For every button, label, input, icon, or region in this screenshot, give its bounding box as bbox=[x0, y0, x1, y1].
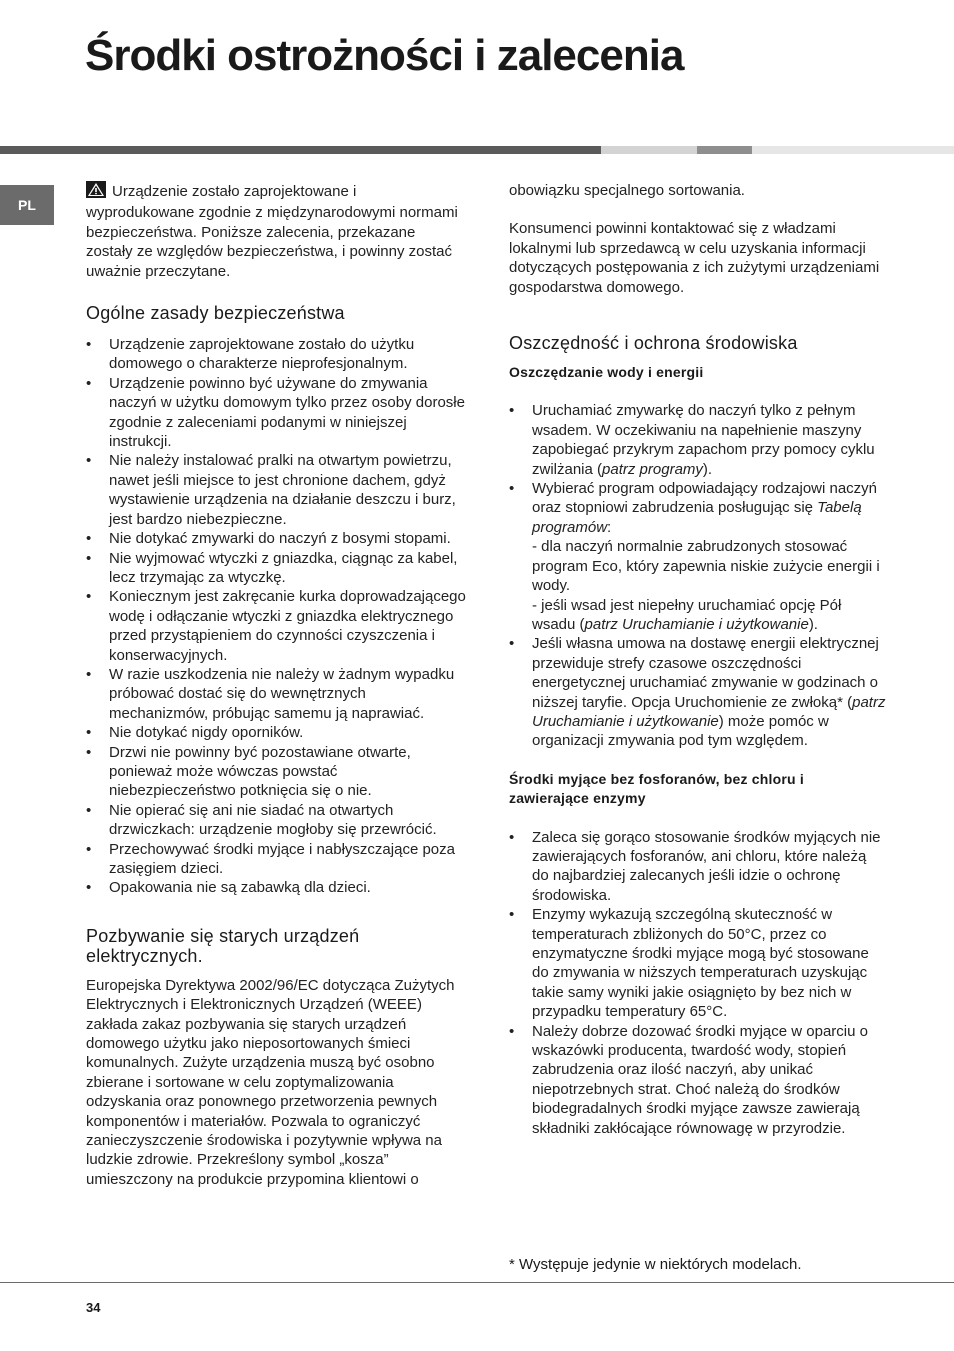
list-item: • Nie dotykać nigdy oporników. bbox=[86, 724, 304, 742]
list-item: • Koniecznym jest zakręcanie kurka doprowadzającego wodę i odłączanie wtyczki z gniazdka elektrycznego przed przystąpieniem do czynności czyszczenia i konserwacyjnych. bbox=[86, 588, 466, 664]
general-safety-heading: Ogólne zasady bezpieczeństwa bbox=[86, 303, 345, 324]
language-tab: PL bbox=[0, 185, 54, 225]
disposal-contact-text: Konsumenci powinni kontaktować się z władzami lokalnymi lub sprzedawcą w celu uzyskania informacji dotyczących postępowania z ich zużytymi urządzeniami gospodarstwa domowego. bbox=[509, 220, 880, 296]
list-item: • W razie uszkodzenia nie należy w żadnym wypadku próbować dostać się do wewnętrznych mechanizmów, próbując samemu ją naprawiać. bbox=[86, 665, 455, 722]
list-item: • Zaleca się gorąco stosowanie środków myjących nie zawierających fosforanów, ani chloru, które należą do najbardziej zalecanych jeśli idzie o ochronę środowiska. bbox=[509, 828, 881, 904]
list-item: • Urządzenie powinno być używane do zmywania naczyń w użytku domowym tylko przez osoby dorosłe zgodnie z zaleceniami podanymi w niniejszej instrukcji. bbox=[86, 374, 465, 451]
list-item: • Nie opierać się ani nie siadać na otwartych drzwiczkach: urządzenie mogłoby się przewrócić. bbox=[86, 801, 437, 839]
disposal-heading: Pozbywanie się starych urządzeń elektrycznych. bbox=[86, 925, 360, 966]
left-column bbox=[86, 181, 466, 1189]
list-item: • Wybierać program odpowiadający rodzajowi naczyń oraz stopniowi zabrudzenia posługując się Tabelą programów: - dla naczyń normalnie zabrudzonych stosować program Eco, który zapewnia niskie zużycie energii i wody. - jeśli wsad jest niepełny uruchamiać opcję Pół wsadu (patrz Uruchamianie i użytkowanie). bbox=[509, 480, 880, 633]
list-item: • Nie dotykać zmywarki do naczyń z bosymi stopami. bbox=[86, 530, 451, 548]
list-item: • Drzwi nie powinny być pozostawiane otwarte, ponieważ może wówczas powstać niebezpieczeństwo potknięcia się o nie. bbox=[86, 743, 411, 800]
list-item: • Nie należy instalować pralki na otwartym powietrzu, nawet jeśli miejsce to jest chronione dachem, gdyż wystawienie urządzenia na działanie deszczu i burz, jest bardzo niebezpieczne. bbox=[86, 452, 456, 528]
general-safety-list bbox=[86, 335, 466, 898]
right-column bbox=[509, 181, 887, 1138]
footer-rule bbox=[0, 1282, 954, 1283]
list-item: • Należy dobrze dozować środki myjące w oparciu o wskazówki producenta, twardość wody, stopień zabrudzenia oraz ilość naczyń, aby unikać niepotrzebnych strat. Choć należą do środków biodegradalnych środki myjące zawsze zawierają składniki zakłócające równowagę w przyrodzie. bbox=[509, 1022, 868, 1137]
header-bar-light-right bbox=[752, 146, 954, 154]
list-item: • Nie wyjmować wtyczki z gniazdka, ciągnąc za kabel, lecz trzymając za wtyczkę. bbox=[86, 549, 458, 586]
list-item: • Jeśli własna umowa na dostawę energii elektrycznej przewiduje strefy czasowe oszczędności energetycznej uruchamiać zmywanie w godzinach o niższej taryfie. Opcja Uruchomienie ze zwłoką* (patrz Uruchamianie i użytkowanie) może pomóc w organizacji zmywania pod tym względem. bbox=[509, 635, 886, 750]
water-energy-heading: Oszczędzanie wody i energii bbox=[509, 364, 704, 381]
warning-icon bbox=[86, 181, 106, 203]
disposal-text: Europejska Dyrektywa 2002/96/EC dotycząca Zużytych Elektrycznych i Elektronicznych Urządzeń (WEEE) zakłada zakaz pozbywania się starych urządzeń domowego użytku jako nieposortowanych śmieci komunalnych. Zużyte urządzenia muszą być osobno zbierane i sortowane w celu zoptymalizowania odzyskania oraz ponownego przetworzenia pewnych komponentów i materiałów. Pozwala to ograniczyć zanieczyszczenie środowiska i pozytywnie wpływa na ludzkie zdrowie. Przekreślony symbol „kosza” umieszczony na produkcie przypomina klientowi o bbox=[86, 976, 455, 1188]
intro-text: Urządzenie zostało zaprojektowane i wyprodukowane zgodnie z międzynarodowymi normami bezpieczeństwa. Poniższe zalecenia, przekazane zostały ze względów bezpieczeństwa, i powinny zostać uważnie przeczytane. bbox=[86, 183, 458, 280]
list-item: • Urządzenie zaprojektowane zostało do użytku domowego o charakterze nieprofesjonalnym. bbox=[86, 336, 415, 373]
header-bar-mid bbox=[697, 146, 752, 154]
header-bar-dark bbox=[0, 146, 601, 154]
list-item: • Enzymy wykazują szczególną skuteczność w temperaturach zbliżonych do 50°C, przez co enzymatyczne środki myjące mogą być stosowane do zmywania w niższych temperaturach uzyskując takie samy wyniki jakie osiągnięto by bez nich w przypadku temperatury 65°C. bbox=[509, 906, 869, 1021]
list-item: • Opakowania nie są zabawką dla dzieci. bbox=[86, 879, 371, 897]
detergents-list bbox=[509, 828, 887, 1139]
detergents-heading: Środki myjące bez fosforanów, bez chloru i zawierające enzymy bbox=[509, 770, 804, 807]
disposal-continuation: obowiązku specjalnego sortowania. bbox=[509, 182, 745, 199]
list-item: • Uruchamiać zmywarkę do naczyń tylko z pełnym wsadem. W oczekiwaniu na napełnienie maszyny zapobiegać przykrym zapachom przy pomocy cyklu zwilżania (patrz programy). bbox=[509, 402, 875, 478]
footnote: * Występuje jedynie w niektórych modelach. bbox=[509, 1256, 802, 1273]
water-energy-list bbox=[509, 401, 887, 750]
header-bar-light bbox=[601, 146, 697, 154]
environment-heading: Oszczędność i ochrona środowiska bbox=[509, 333, 798, 354]
page-title: Środki ostrożności i zalecenia bbox=[85, 31, 684, 80]
intro-paragraph bbox=[86, 181, 466, 281]
page-number: 34 bbox=[86, 1300, 101, 1315]
list-item: • Przechowywać środki myjące i nabłyszczające poza zasięgiem dzieci. bbox=[86, 840, 455, 877]
